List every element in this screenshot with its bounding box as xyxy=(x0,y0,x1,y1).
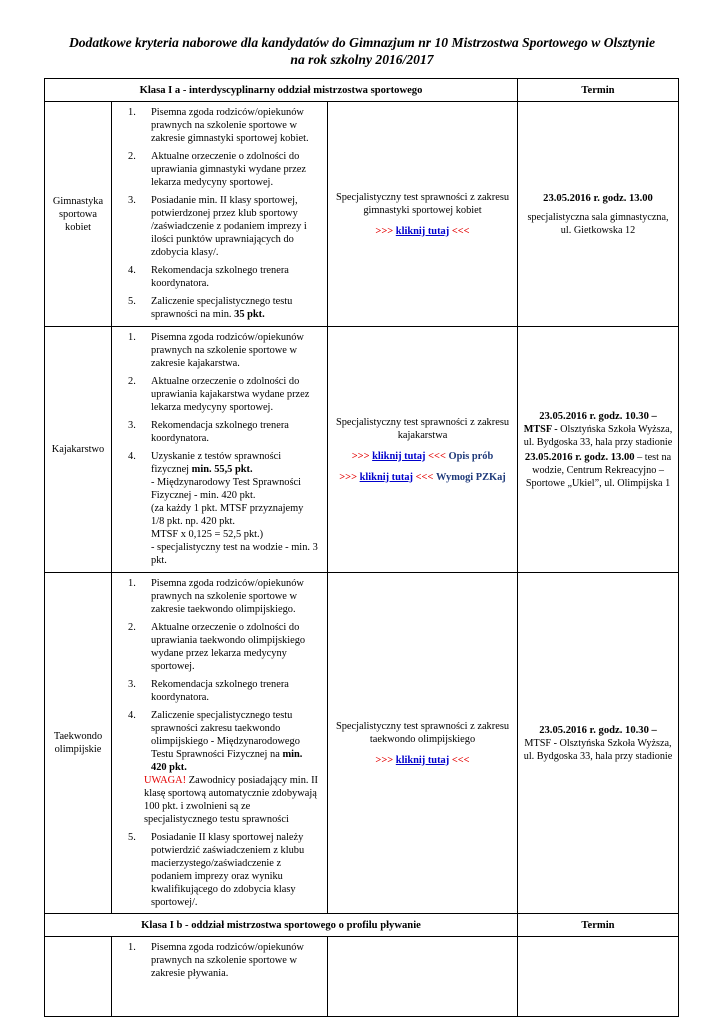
kayaking-requirements-link[interactable]: kliknij tutaj xyxy=(359,471,414,483)
list-item: 5. Posiadanie II klasy sportowej należy potwierdzić zaświadczeniem z klubu macierzystego/zaświadczenie z podaniem imprezy oraz wyniku kwalifikującego do zdobycia klasy sportowej/. xyxy=(128,832,305,908)
kayaking-test-description-link[interactable]: kliknij tutaj xyxy=(372,450,426,462)
list-item: 4. Zaliczenie specjalistycznego testu sprawności zakresu taekwondo olimpijskiego - Międzynarodowego Testu Sprawności Fizycznej na min. 420 pkt. xyxy=(128,710,303,773)
criteria-table xyxy=(44,78,679,1017)
test-gymnastics: Specjalistyczny test sprawności z zakresu gimnastyki sportowej kobiet >>> kliknij tutaj <<< xyxy=(328,102,518,327)
term-swimming xyxy=(518,937,679,1017)
list-item: 2. Aktualne orzeczenie o zdolności do uprawiania kajakarstwa wydane przez lekarza medycyny sportowej. xyxy=(128,376,310,413)
discipline-taekwondo: Taekwondo olimpijskie xyxy=(45,573,112,914)
taekwondo-note: UWAGA! Zawodnicy posiadający min. II klasę sportową automatycznie zdobywają 100 pkt. i zwolnieni są ze specjalistycznego testu sprawności xyxy=(144,775,319,825)
section-2-termin-header: Termin xyxy=(518,914,679,937)
section-2-header-row xyxy=(45,914,679,937)
section-2-header: Klasa I b - oddział mistrzostwa sportowego o profilu pływanie xyxy=(45,914,518,937)
requirements-kayaking xyxy=(112,327,328,573)
table-row-swimming xyxy=(45,937,679,1017)
list-item: 3. Rekomendacja szkolnego trenera koordynatora. xyxy=(128,420,289,444)
table-row-kayaking xyxy=(45,327,679,573)
discipline-kayaking: Kajakarstwo xyxy=(45,327,112,573)
requirements-taekwondo xyxy=(112,573,328,914)
list-item: 2. Aktualne orzeczenie o zdolności do uprawiania taekwondo olimpijskiego wydane przez lekarza medycyny sportowej. xyxy=(128,622,306,672)
list-item: 1. Pisemna zgoda rodziców/opiekunów prawnych na szkolenie sportowe w zakresie gimnastyki sportowej kobiet. xyxy=(128,107,309,144)
term-gymnastics: 23.05.2016 r. godz. 13.00 specjalistyczna sala gimnastyczna, ul. Gietkowska 12 xyxy=(518,102,679,327)
title-line-2: na rok szkolny 2016/2017 xyxy=(290,52,434,67)
list-item: 1. Pisemna zgoda rodziców/opiekunów prawnych na szkolenie sportowe w zakresie taekwondo olimpijskiego. xyxy=(128,578,304,615)
test-kayaking: Specjalistyczny test sprawności z zakresu kajakarstwa >>> kliknij tutaj <<< Opis prób >>> kliknij tutaj <<< Wymogi PZKaj xyxy=(328,327,518,573)
list-item: 3. Rekomendacja szkolnego trenera koordynatora. xyxy=(128,679,289,703)
list-item: 5. Zaliczenie specjalistycznego testu sprawności na min. 35 pkt. xyxy=(128,296,293,320)
list-item: 2. Aktualne orzeczenie o zdolności do uprawiania gimnastyki wydane przez lekarza medycyny sportowej. xyxy=(128,151,306,188)
term-kayaking: 23.05.2016 r. godz. 10.30 – MTSF - Olsztyńska Szkoła Wyższa, ul. Bydgoska 33, hala przy stadionie 23.05.2016 r. godz. 13.00 – test na wodzie, Centrum Rekreacyjno – Sportowe „Ukiel”, ul. Olimpijska 1 xyxy=(518,327,679,573)
term-taekwondo: 23.05.2016 r. godz. 10.30 – MTSF - Olsztyńska Szkoła Wyższa, ul. Bydgoska 33, hala przy stadionie xyxy=(518,573,679,914)
section-1-termin-header: Termin xyxy=(518,79,679,102)
title-line-1: Dodatkowe kryteria naborowe dla kandydatów do Gimnazjum nr 10 Mistrzostwa Sportowego w Olsztynie xyxy=(68,35,656,50)
list-item: 1. Pisemna zgoda rodziców/opiekunów prawnych na szkolenie sportowe w zakresie pływania. xyxy=(128,942,304,979)
test-taekwondo: Specjalistyczny test sprawności z zakresu taekwondo olimpijskiego >>> kliknij tutaj <<< xyxy=(328,573,518,914)
requirements-gymnastics xyxy=(112,102,328,327)
document-title xyxy=(0,34,724,68)
list-item: 3. Posiadanie min. II klasy sportowej, potwierdzonej przez klub sportowy /zaświadczenie z podaniem imprezy i ilości punktów uprawniających do zdobycia klasy/. xyxy=(128,195,307,258)
table-row-gymnastics xyxy=(45,102,679,327)
list-item: 4. Rekomendacja szkolnego trenera koordynatora. xyxy=(128,265,289,289)
test-swimming xyxy=(328,937,518,1017)
section-1-header-row xyxy=(45,79,679,102)
list-item: 4. Uzyskanie z testów sprawności fizycznej min. 55,5 pkt. - Międzynarodowy Test Sprawności Fizycznej - min. 420 pkt. (za każdy 1 pkt. MTSF przyznajemy 1/8 pkt. np. 420 pkt. MTSF x 0,125 = 52,5 pkt.) - specjalistyczny test na wodzie - min. 3 pkt. xyxy=(128,451,318,566)
list-item: 1. Pisemna zgoda rodziców/opiekunów prawnych na szkolenie sportowe w zakresie kajakarstwa. xyxy=(128,332,304,369)
discipline-gymnastics: Gimnastyka sportowa kobiet xyxy=(45,102,112,327)
gymnastics-test-link[interactable]: kliknij tutaj xyxy=(395,225,450,237)
discipline-swimming xyxy=(45,937,112,1017)
requirements-swimming xyxy=(112,937,328,1017)
section-1-header: Klasa I a - interdyscyplinarny oddział mistrzostwa sportowego xyxy=(45,79,518,102)
table-row-taekwondo xyxy=(45,573,679,914)
taekwondo-test-link[interactable]: kliknij tutaj xyxy=(395,754,450,766)
